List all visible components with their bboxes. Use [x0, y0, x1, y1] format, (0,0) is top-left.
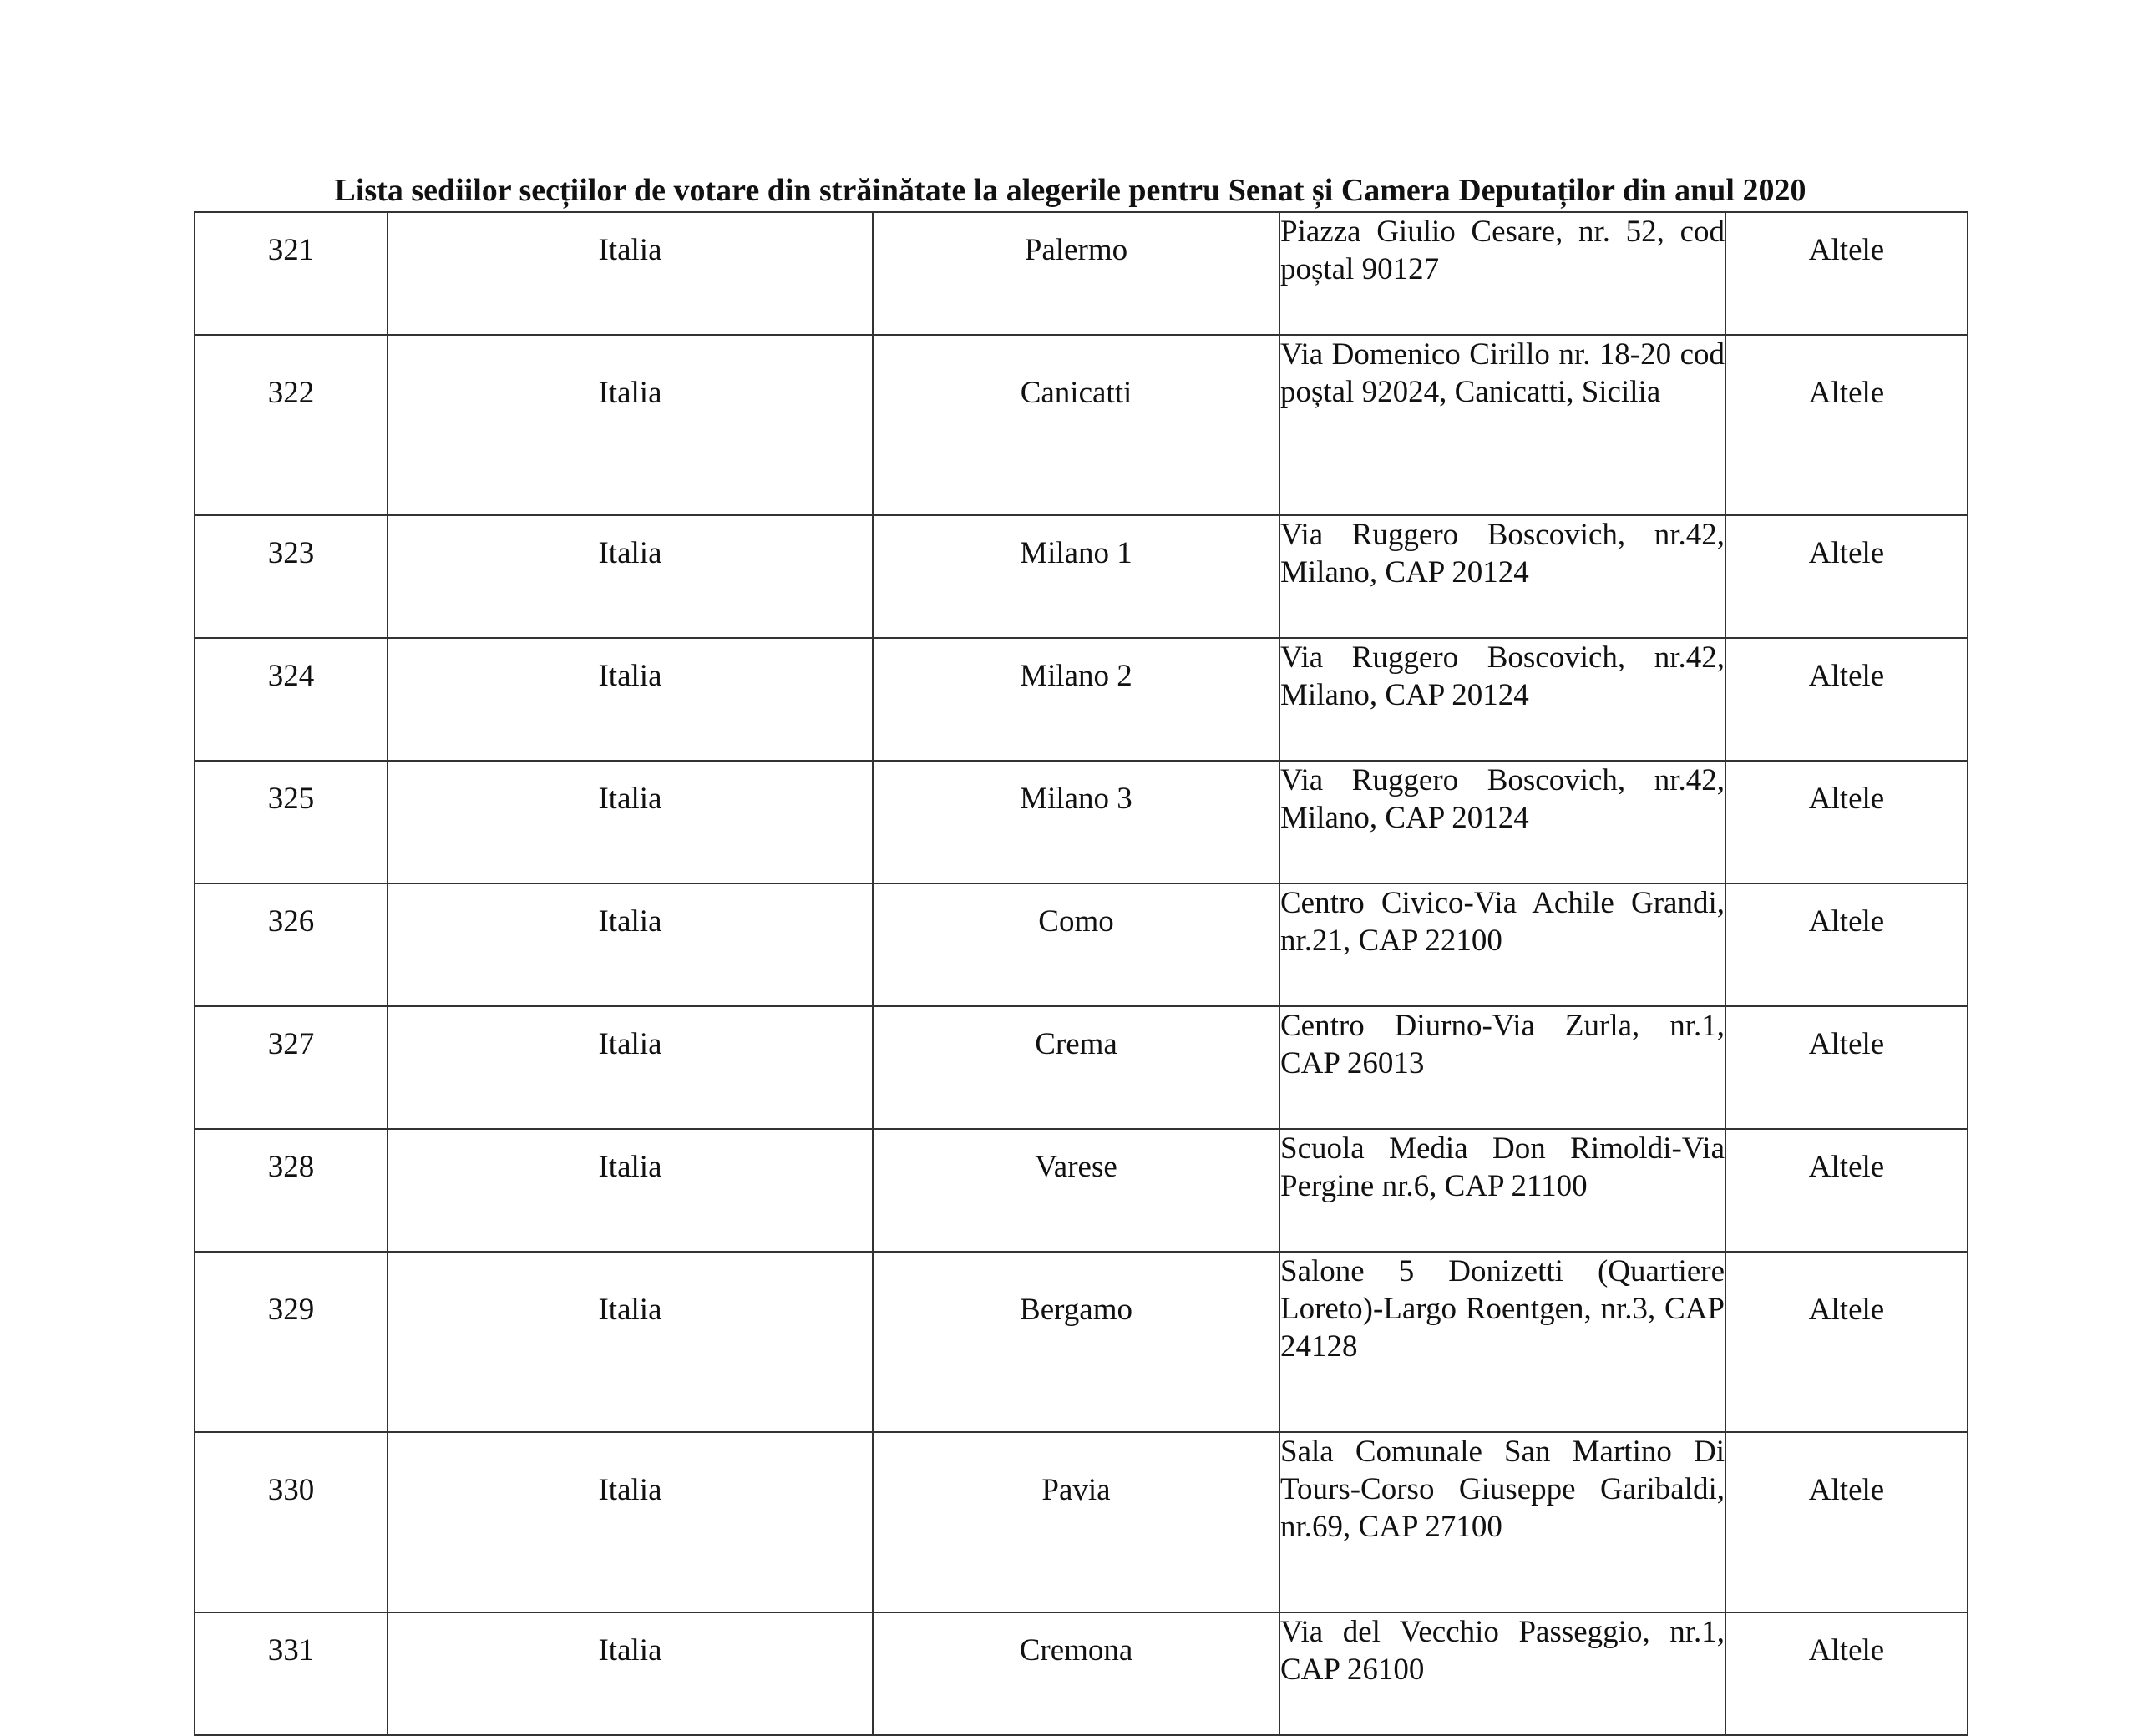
address-text: Via Ruggero Boscovich, nr.42, Milano, CAP 20124 — [1280, 518, 1725, 590]
table-row — [195, 761, 1968, 883]
location-type-cell: Altele — [1725, 515, 1968, 638]
country-cell: Italia — [388, 212, 873, 335]
country-cell: Italia — [388, 761, 873, 883]
country-cell: Italia — [388, 515, 873, 638]
table-row — [195, 212, 1968, 335]
table-row — [195, 515, 1968, 638]
section-number: 321 — [195, 212, 388, 335]
address-cell — [1279, 761, 1725, 883]
section-number: 322 — [195, 335, 388, 515]
country-cell: Italia — [388, 1006, 873, 1129]
address-cell — [1279, 1432, 1725, 1612]
address-cell — [1279, 638, 1725, 761]
city-cell: Crema — [873, 1006, 1279, 1129]
city-cell: Milano 2 — [873, 638, 1279, 761]
address-text: Piazza Giulio Cesare, nr. 52, cod poștal 90127 — [1280, 215, 1725, 286]
table-row — [195, 1432, 1968, 1612]
country-cell: Italia — [388, 1252, 873, 1432]
location-type-cell: Altele — [1725, 1006, 1968, 1129]
address-cell — [1279, 1006, 1725, 1129]
address-cell — [1279, 1612, 1725, 1735]
section-number: 327 — [195, 1006, 388, 1129]
section-number: 326 — [195, 883, 388, 1006]
city-cell: Palermo — [873, 212, 1279, 335]
city-cell: Como — [873, 883, 1279, 1006]
country-cell: Italia — [388, 883, 873, 1006]
table-row — [195, 638, 1968, 761]
document-title: Lista sediilor secțiilor de votare din străinătate la alegerile pentru Senat și Camera Deputaților din anul 2020 — [334, 173, 1806, 208]
location-type-cell: Altele — [1725, 1129, 1968, 1252]
section-number: 329 — [195, 1252, 388, 1432]
location-type-cell: Altele — [1725, 212, 1968, 335]
address-text: Sala Comunale San Martino Di Tours-Corso Giuseppe Garibaldi, nr.69, CAP 27100 — [1280, 1435, 1725, 1544]
section-number: 328 — [195, 1129, 388, 1252]
section-number: 325 — [195, 761, 388, 883]
address-cell — [1279, 335, 1725, 515]
city-cell: Pavia — [873, 1432, 1279, 1612]
city-cell: Cremona — [873, 1612, 1279, 1735]
address-text: Centro Civico-Via Achile Grandi, nr.21, CAP 22100 — [1280, 886, 1725, 958]
table-row — [195, 1129, 1968, 1252]
address-text: Centro Diurno-Via Zurla, nr.1, CAP 26013 — [1280, 1009, 1725, 1081]
country-cell: Italia — [388, 1129, 873, 1252]
table-row — [195, 335, 1968, 515]
country-cell: Italia — [388, 638, 873, 761]
address-text: Via Ruggero Boscovich, nr.42, Milano, CAP 20124 — [1280, 763, 1725, 835]
address-text: Via Domenico Cirillo nr. 18-20 cod poștal 92024, Canicatti, Sicilia — [1280, 337, 1725, 409]
section-number: 324 — [195, 638, 388, 761]
table-row — [195, 1612, 1968, 1735]
address-cell — [1279, 1252, 1725, 1432]
address-text: Scuola Media Don Rimoldi-Via Pergine nr.6, CAP 21100 — [1280, 1131, 1725, 1203]
location-type-cell: Altele — [1725, 761, 1968, 883]
address-cell — [1279, 1129, 1725, 1252]
location-type-cell: Altele — [1725, 883, 1968, 1006]
city-cell: Canicatti — [873, 335, 1279, 515]
address-cell — [1279, 883, 1725, 1006]
city-cell: Milano 1 — [873, 515, 1279, 638]
polling-sections-table — [194, 211, 1968, 1736]
location-type-cell: Altele — [1725, 1612, 1968, 1735]
section-number: 330 — [195, 1432, 388, 1612]
address-cell — [1279, 212, 1725, 335]
address-text: Via del Vecchio Passeggio, nr.1, CAP 26100 — [1280, 1615, 1725, 1687]
country-cell: Italia — [388, 335, 873, 515]
location-type-cell: Altele — [1725, 1432, 1968, 1612]
table-row — [195, 1252, 1968, 1432]
address-text: Salone 5 Donizetti (Quartiere Loreto)-Largo Roentgen, nr.3, CAP 24128 — [1280, 1254, 1725, 1364]
address-cell — [1279, 515, 1725, 638]
section-number: 331 — [195, 1612, 388, 1735]
city-cell: Milano 3 — [873, 761, 1279, 883]
location-type-cell: Altele — [1725, 1252, 1968, 1432]
table-row — [195, 883, 1968, 1006]
location-type-cell: Altele — [1725, 335, 1968, 515]
table-row — [195, 1006, 1968, 1129]
country-cell: Italia — [388, 1612, 873, 1735]
city-cell: Varese — [873, 1129, 1279, 1252]
country-cell: Italia — [388, 1432, 873, 1612]
location-type-cell: Altele — [1725, 638, 1968, 761]
city-cell: Bergamo — [873, 1252, 1279, 1432]
address-text: Via Ruggero Boscovich, nr.42, Milano, CAP 20124 — [1280, 640, 1725, 712]
section-number: 323 — [195, 515, 388, 638]
